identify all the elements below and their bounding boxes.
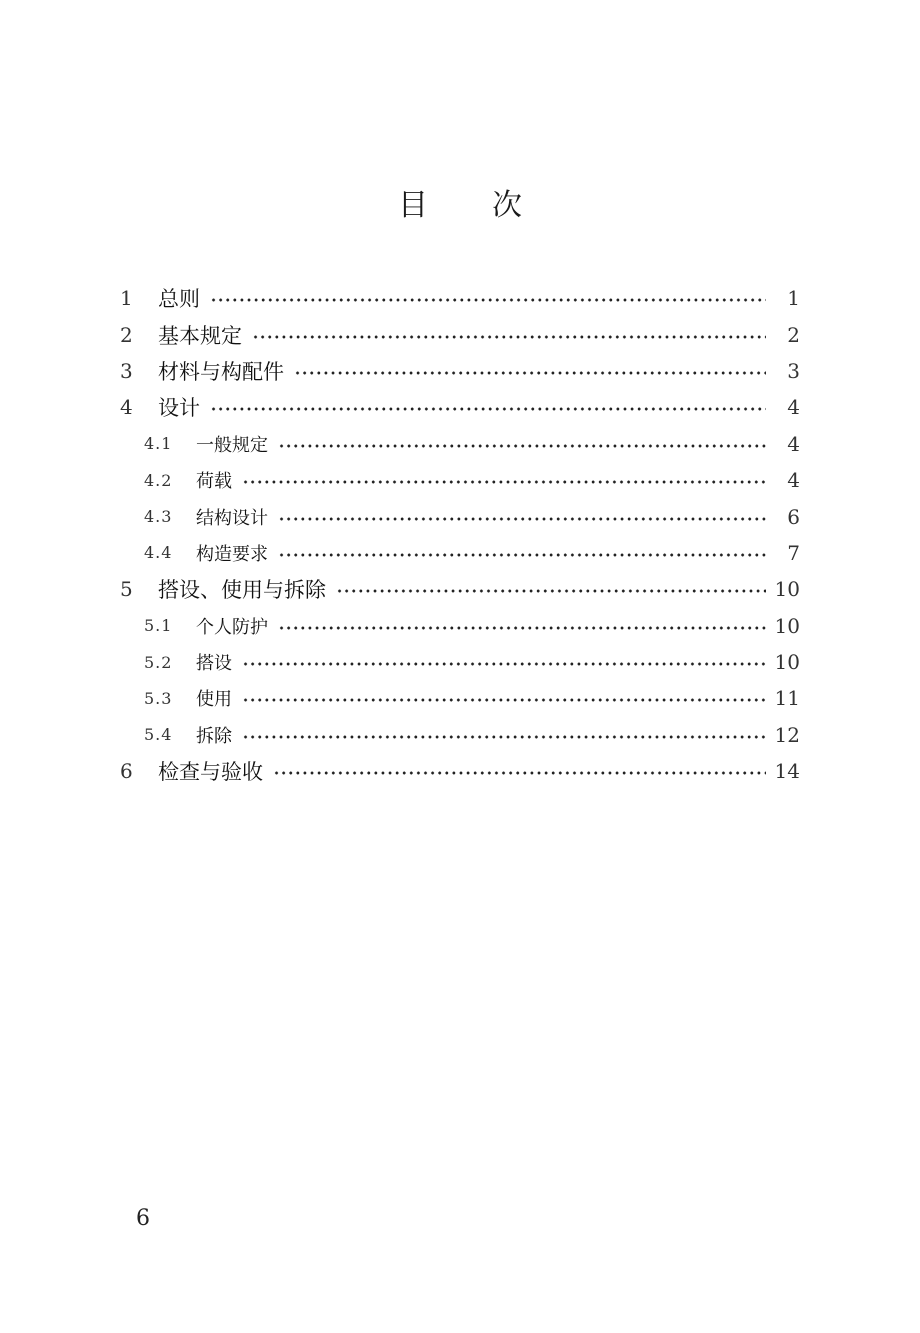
toc-entry-4-3[interactable] [0,498,920,534]
toc-entry-page: 4 [787,431,800,456]
toc-entry-5-4[interactable] [0,717,920,753]
toc-entry-page: 4 [787,468,800,493]
toc-entry-number: 4 [120,395,133,420]
dot-leader [294,371,766,375]
toc-entry-5-2[interactable] [0,644,920,680]
toc-entry-number: 5.4 [144,725,173,745]
toc-entry-page: 10 [774,577,800,602]
dot-leader [278,626,766,630]
toc-entry-number: 6 [120,759,133,784]
toc-entry-number: 4.3 [144,507,173,527]
dot-leader [242,662,766,666]
toc-entry-number: 1 [120,286,133,311]
page-number: 6 [136,1206,150,1231]
toc-entry-label: 使用 [196,689,232,711]
dot-leader [278,517,766,521]
toc-entry-6[interactable] [0,753,920,789]
toc-entry-label: 构造要求 [196,543,268,565]
toc-entry-page: 10 [774,613,800,638]
dot-leader [273,771,766,775]
toc-entry-5-1[interactable] [0,608,920,644]
toc-entry-1[interactable] [0,280,920,316]
toc-entry-page: 1 [787,286,800,311]
toc-entry-number: 5 [120,577,133,602]
toc-entry-page: 4 [787,395,800,420]
dot-leader [278,553,766,557]
toc-entry-label: 结构设计 [196,507,268,529]
toc-entry-2[interactable] [0,316,920,352]
toc-entry-5-3[interactable] [0,680,920,716]
toc-entry-label: 搭设、使用与拆除 [158,578,326,603]
toc-entry-number: 4.4 [144,543,173,563]
toc-entry-label: 总则 [158,287,200,312]
dot-leader [242,698,766,702]
toc-entry-label: 荷载 [196,471,232,493]
dot-leader [278,444,766,448]
toc-entry-label: 一般规定 [196,434,268,456]
toc-entry-label: 材料与构配件 [158,359,284,384]
toc-entry-4[interactable] [0,389,920,425]
toc-entry-page: 2 [787,322,800,347]
dot-leader [252,335,766,339]
table-of-contents [0,280,920,789]
toc-entry-page: 7 [787,540,800,565]
toc-entry-3[interactable] [0,353,920,389]
toc-entry-label: 个人防护 [196,616,268,638]
toc-entry-number: 4.1 [144,434,173,454]
toc-entry-label: 基本规定 [158,323,242,348]
toc-entry-page: 10 [774,650,800,675]
toc-entry-page: 11 [774,686,800,711]
toc-entry-number: 3 [120,358,133,383]
toc-entry-number: 5.1 [144,616,173,636]
dot-leader [242,480,766,484]
toc-entry-number: 5.2 [144,652,173,672]
toc-entry-number: 2 [120,322,133,347]
toc-entry-label: 设计 [158,396,200,421]
toc-entry-4-2[interactable] [0,462,920,498]
dot-leader [210,298,766,302]
toc-entry-label: 检查与验收 [158,760,263,785]
dot-leader [242,735,766,739]
toc-entry-label: 搭设 [196,653,232,675]
toc-entry-number: 4.2 [144,470,173,490]
toc-entry-4-4[interactable] [0,535,920,571]
toc-entry-number: 5.3 [144,688,173,708]
toc-entry-label: 拆除 [196,725,232,747]
toc-entry-page: 14 [774,759,800,784]
toc-entry-5[interactable] [0,571,920,607]
toc-entry-page: 6 [787,504,800,529]
dot-leader [210,407,766,411]
dot-leader [336,589,766,593]
page-title: 目次 [398,188,586,223]
toc-entry-page: 3 [787,358,800,383]
toc-entry-4-1[interactable] [0,426,920,462]
toc-entry-page: 12 [774,722,800,747]
